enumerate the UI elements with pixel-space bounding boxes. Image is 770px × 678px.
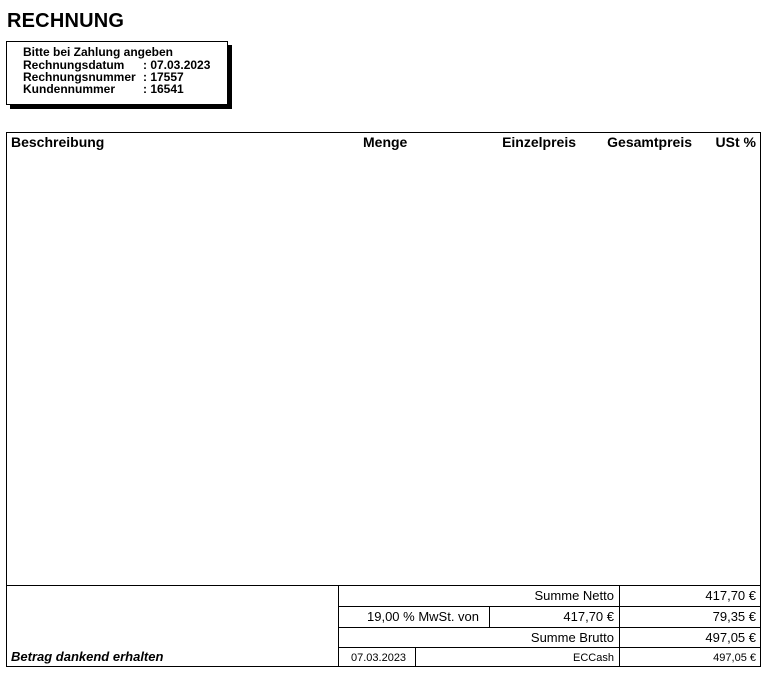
customer-number-label: Kundennummer: [23, 82, 116, 96]
totals-row-divider: [338, 647, 760, 648]
totals-divider: [489, 606, 490, 627]
vat-label: 19,00 % MwSt. von: [367, 609, 479, 624]
payment-amount: 497,05 €: [713, 652, 756, 664]
net-total-label: Summe Netto: [534, 588, 614, 603]
invoice-number-value: : 17557: [143, 70, 184, 84]
customer-number-value: : 16541: [143, 82, 184, 96]
payment-date: 07.03.2023: [351, 652, 407, 664]
vat-amount-value: 79,35 €: [712, 609, 756, 624]
vat-base-value: 417,70 €: [563, 609, 614, 624]
totals-divider: [415, 647, 416, 667]
document-title: RECHNUNG: [7, 10, 125, 32]
column-header-description: Beschreibung: [11, 134, 105, 150]
column-header-quantity: Menge: [363, 134, 408, 150]
totals-row-divider: [338, 627, 760, 628]
payment-reference-box: [6, 41, 228, 105]
invoice-table: [6, 132, 761, 667]
column-header-total-price: Gesamtpreis: [607, 134, 692, 150]
payment-method: ECCash: [573, 652, 614, 664]
gross-total-label: Summe Brutto: [530, 630, 614, 645]
column-header-vat: USt %: [715, 134, 756, 150]
gross-total-value: 497,05 €: [705, 630, 756, 645]
column-header-unit-price: Einzelpreis: [502, 134, 576, 150]
payment-received-note: Betrag dankend erhalten: [11, 649, 164, 664]
invoice-number-label: Rechnungsnummer: [23, 70, 136, 84]
invoice-date-label: Rechnungsdatum: [23, 58, 125, 72]
invoice-date-value: : 07.03.2023: [143, 58, 211, 72]
totals-row-divider: [338, 606, 760, 607]
net-total-value: 417,70 €: [705, 588, 756, 603]
payment-reference-header: Bitte bei Zahlung angeben: [23, 45, 174, 59]
